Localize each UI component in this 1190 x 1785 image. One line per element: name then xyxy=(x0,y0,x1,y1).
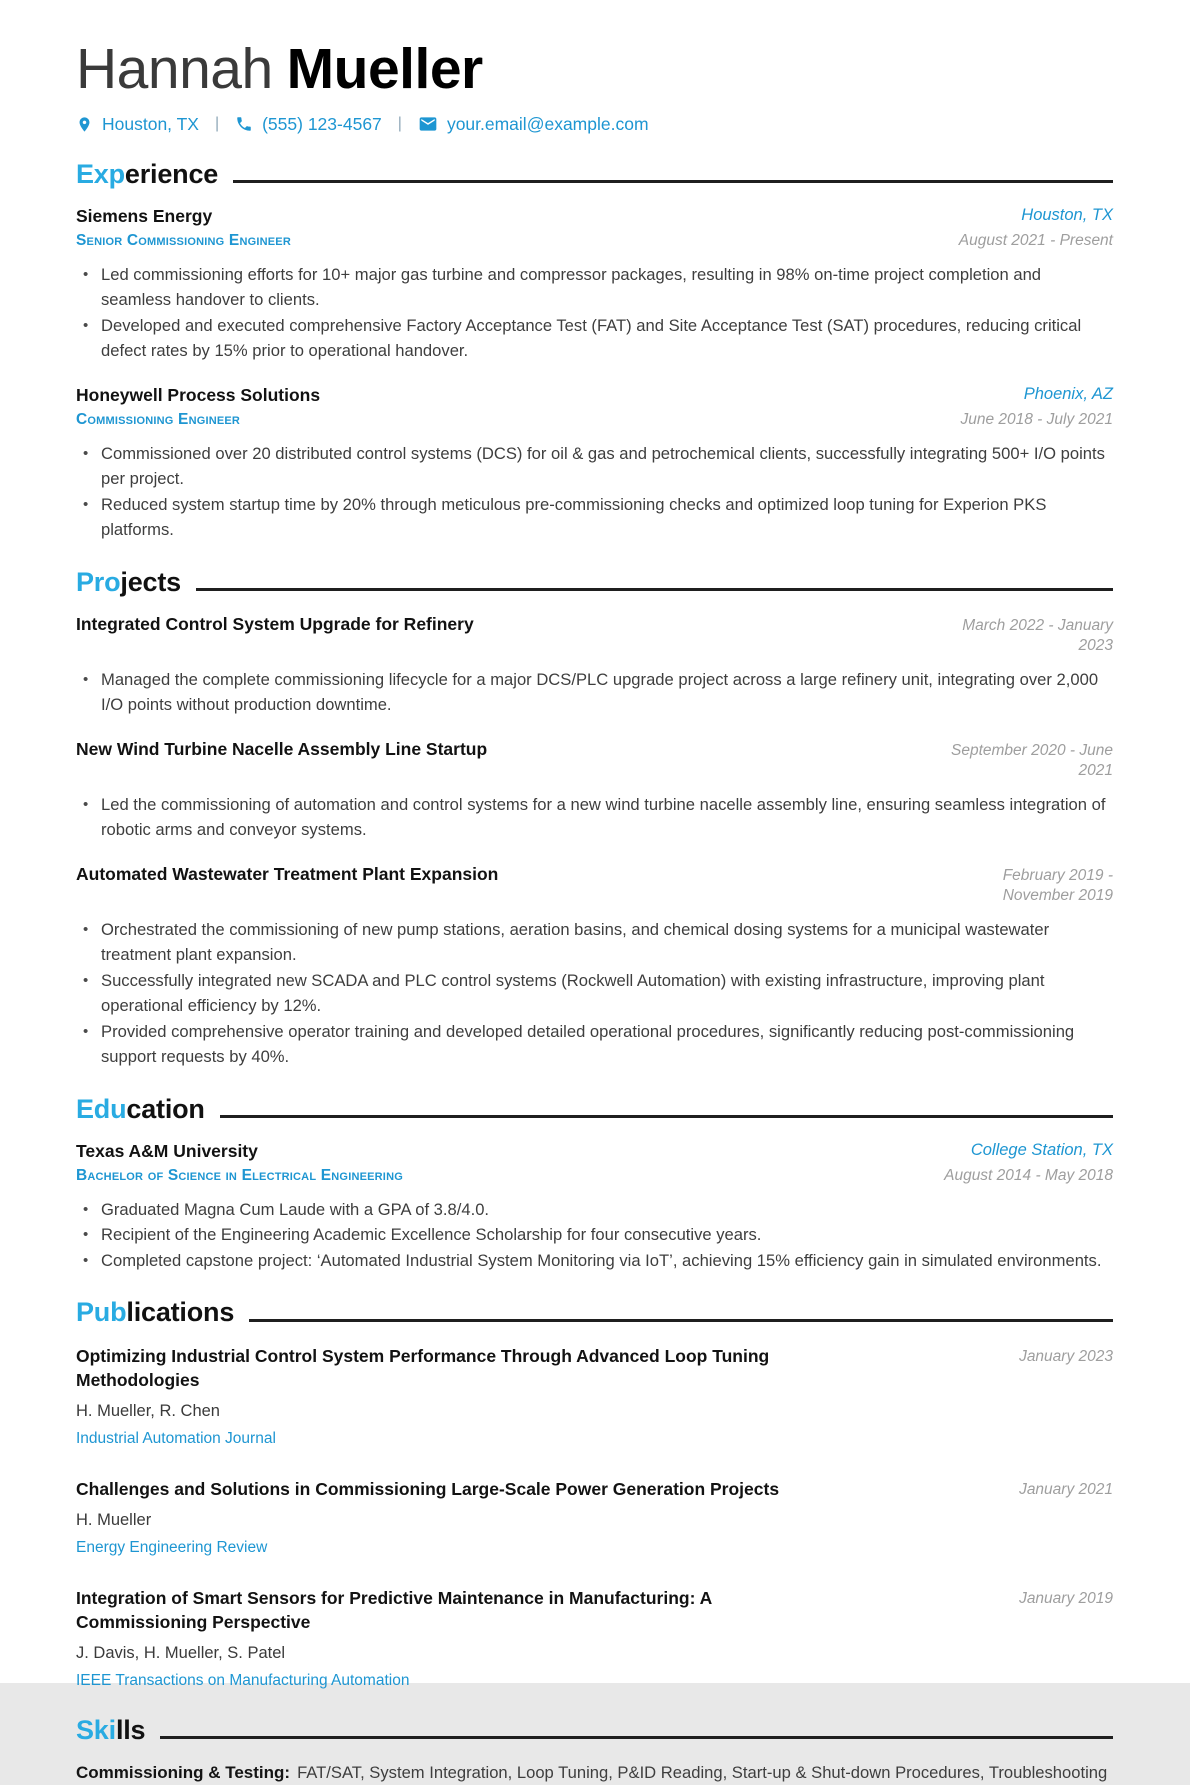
publication-authors: H. Mueller xyxy=(76,1510,152,1529)
bullet-list xyxy=(76,441,1113,543)
job-title: Senior Commissioning Engineer xyxy=(76,231,291,249)
bullet-item: • Orchestrated the commissioning of new pump stations, aeration basins, and chemical dosing systems for a municipal wastewater treatment plant expansion. xyxy=(76,917,1113,968)
heading-rule xyxy=(249,1319,1113,1322)
bullet-item: • Graduated Magna Cum Laude with a GPA of 3.8/4.0. xyxy=(76,1197,1113,1223)
person-name xyxy=(76,38,1113,102)
contact-location-item xyxy=(76,114,199,135)
project-entry xyxy=(76,738,1113,843)
project-entry xyxy=(76,863,1113,1070)
skill-values: FAT/SAT, System Integration, Loop Tuning, P&ID Reading, Start-up & Shut-down Procedures, Troubleshooting xyxy=(297,1762,1108,1782)
project-dates: February 2019 - November 2019 xyxy=(1002,866,1113,904)
company-name: Honeywell Process Solutions xyxy=(76,384,321,405)
bullet-item: • Commissioned over 20 distributed control systems (DCS) for oil & gas and petrochemical clients, successfully integrating 500+ I/O points per project. xyxy=(76,441,1113,492)
experience-heading xyxy=(76,159,1113,190)
job-dates: June 2018 - July 2021 xyxy=(960,410,1113,428)
section-projects xyxy=(76,567,1113,1070)
project-title: Integrated Control System Upgrade for Refinery xyxy=(76,613,474,634)
section-education xyxy=(76,1094,1113,1274)
publication-date: January 2019 xyxy=(1019,1589,1113,1607)
bullet-item: • Led commissioning efforts for 10+ major gas turbine and compressor packages, resulting in 98% on-time project completion and seamless handover to clients. xyxy=(76,262,1113,313)
phone-icon xyxy=(235,115,253,133)
education-entry xyxy=(76,1140,1113,1274)
bullet-list xyxy=(76,262,1113,364)
skill-category-label: Commissioning & Testing: xyxy=(76,1762,291,1782)
section-experience xyxy=(76,159,1113,543)
heading-rule xyxy=(196,588,1113,591)
resume-header xyxy=(76,38,1113,135)
bullet-list xyxy=(76,667,1113,718)
contact-separator: | xyxy=(397,115,402,133)
contact-phone[interactable]: (555) 123-4567 xyxy=(262,113,382,134)
publication-entry xyxy=(76,1344,1113,1449)
contact-phone-item[interactable] xyxy=(235,114,382,135)
email-envelope-icon xyxy=(418,114,438,134)
job-title: Commissioning Engineer xyxy=(76,410,241,428)
location-pin-icon xyxy=(76,114,93,135)
projects-heading xyxy=(76,567,1113,598)
section-skills xyxy=(76,1715,1113,1785)
publication-date: January 2021 xyxy=(1019,1480,1113,1498)
bullet-list xyxy=(76,792,1113,843)
bullet-item: • Completed capstone project: ‘Automated Industrial System Monitoring via IoT’, achieving 15% efficiency gain in simulated environments. xyxy=(76,1248,1113,1274)
section-publications xyxy=(76,1297,1113,1690)
company-name: Siemens Energy xyxy=(76,205,213,226)
publications-heading xyxy=(76,1297,1113,1328)
contact-email-item[interactable] xyxy=(418,114,649,135)
bullet-item: • Developed and executed comprehensive Factory Acceptance Test (FAT) and Site Acceptance Test (SAT) procedures, reducing critical defect rates by 15% prior to operational handover. xyxy=(76,313,1113,364)
skill-row xyxy=(76,1761,1113,1785)
publication-journal: Industrial Automation Journal xyxy=(76,1429,276,1447)
contact-row xyxy=(76,114,1113,135)
publication-entry xyxy=(76,1586,1113,1691)
heading-rule xyxy=(160,1736,1113,1739)
project-dates: March 2022 - January 2023 xyxy=(962,616,1113,654)
job-location: Houston, TX xyxy=(1021,205,1113,224)
skills-heading xyxy=(76,1715,1113,1746)
project-title: New Wind Turbine Nacelle Assembly Line Startup xyxy=(76,738,488,759)
heading-rule xyxy=(220,1115,1113,1118)
project-entry xyxy=(76,613,1113,718)
publication-journal: IEEE Transactions on Manufacturing Automation xyxy=(76,1671,410,1689)
job-dates: August 2021 - Present xyxy=(958,231,1113,249)
section-title: Skills xyxy=(76,1714,146,1745)
bullet-list xyxy=(76,1197,1113,1274)
publication-title: Optimizing Industrial Control System Performance Through Advanced Loop Tuning Methodologies xyxy=(76,1345,770,1390)
school-dates: August 2014 - May 2018 xyxy=(944,1166,1113,1184)
contact-separator: | xyxy=(214,115,220,133)
bullet-item: • Provided comprehensive operator training and developed detailed operational procedures, significantly reducing post-commissioning support requests by 40%. xyxy=(76,1019,1113,1070)
section-title: Education xyxy=(76,1093,205,1124)
experience-entry xyxy=(76,384,1113,543)
bullet-item: • Recipient of the Engineering Academic Excellence Scholarship for four consecutive years. xyxy=(76,1222,1113,1248)
publication-journal: Energy Engineering Review xyxy=(76,1538,268,1556)
publication-authors: J. Davis, H. Mueller, S. Patel xyxy=(76,1643,286,1662)
project-dates: September 2020 - June 2021 xyxy=(951,741,1113,779)
experience-entry xyxy=(76,205,1113,364)
job-location: Phoenix, AZ xyxy=(1023,384,1113,403)
section-title: Experience xyxy=(76,158,219,189)
bullet-item: • Managed the complete commissioning lifecycle for a major DCS/PLC upgrade project across a large refinery unit, integrating over 2,000 I/O points without production downtime. xyxy=(76,667,1113,718)
publication-title: Challenges and Solutions in Commissioning Large-Scale Power Generation Projects xyxy=(76,1478,780,1499)
publication-authors: H. Mueller, R. Chen xyxy=(76,1401,220,1420)
contact-location: Houston, TX xyxy=(102,113,199,134)
school-name: Texas A&M University xyxy=(76,1140,258,1161)
last-name: Mueller xyxy=(286,37,483,101)
bullet-item: • Successfully integrated new SCADA and PLC control systems (Rockwell Automation) with existing infrastructure, improving plant operational efficiency by 12%. xyxy=(76,968,1113,1019)
section-title: Projects xyxy=(76,566,181,597)
publication-title: Integration of Smart Sensors for Predictive Maintenance in Manufacturing: A Commissioning Perspective xyxy=(76,1587,712,1632)
publication-date: January 2023 xyxy=(1019,1347,1113,1365)
project-title: Automated Wastewater Treatment Plant Expansion xyxy=(76,863,499,884)
first-name: Hannah xyxy=(76,37,273,101)
bullet-item: • Reduced system startup time by 20% through meticulous pre-commissioning checks and optimized loop tuning for Experion PKS platforms. xyxy=(76,492,1113,543)
publication-entry xyxy=(76,1477,1113,1558)
education-heading xyxy=(76,1094,1113,1125)
degree-name: Bachelor of Science in Electrical Engineering xyxy=(76,1166,403,1184)
contact-email[interactable]: your.email@example.com xyxy=(446,113,649,134)
bullet-list xyxy=(76,917,1113,1070)
school-location: College Station, TX xyxy=(970,1140,1113,1159)
bullet-item: • Led the commissioning of automation and control systems for a new wind turbine nacelle assembly line, ensuring seamless integration of robotic arms and conveyor systems. xyxy=(76,792,1113,843)
section-title: Publications xyxy=(76,1297,235,1328)
heading-rule xyxy=(233,180,1113,183)
